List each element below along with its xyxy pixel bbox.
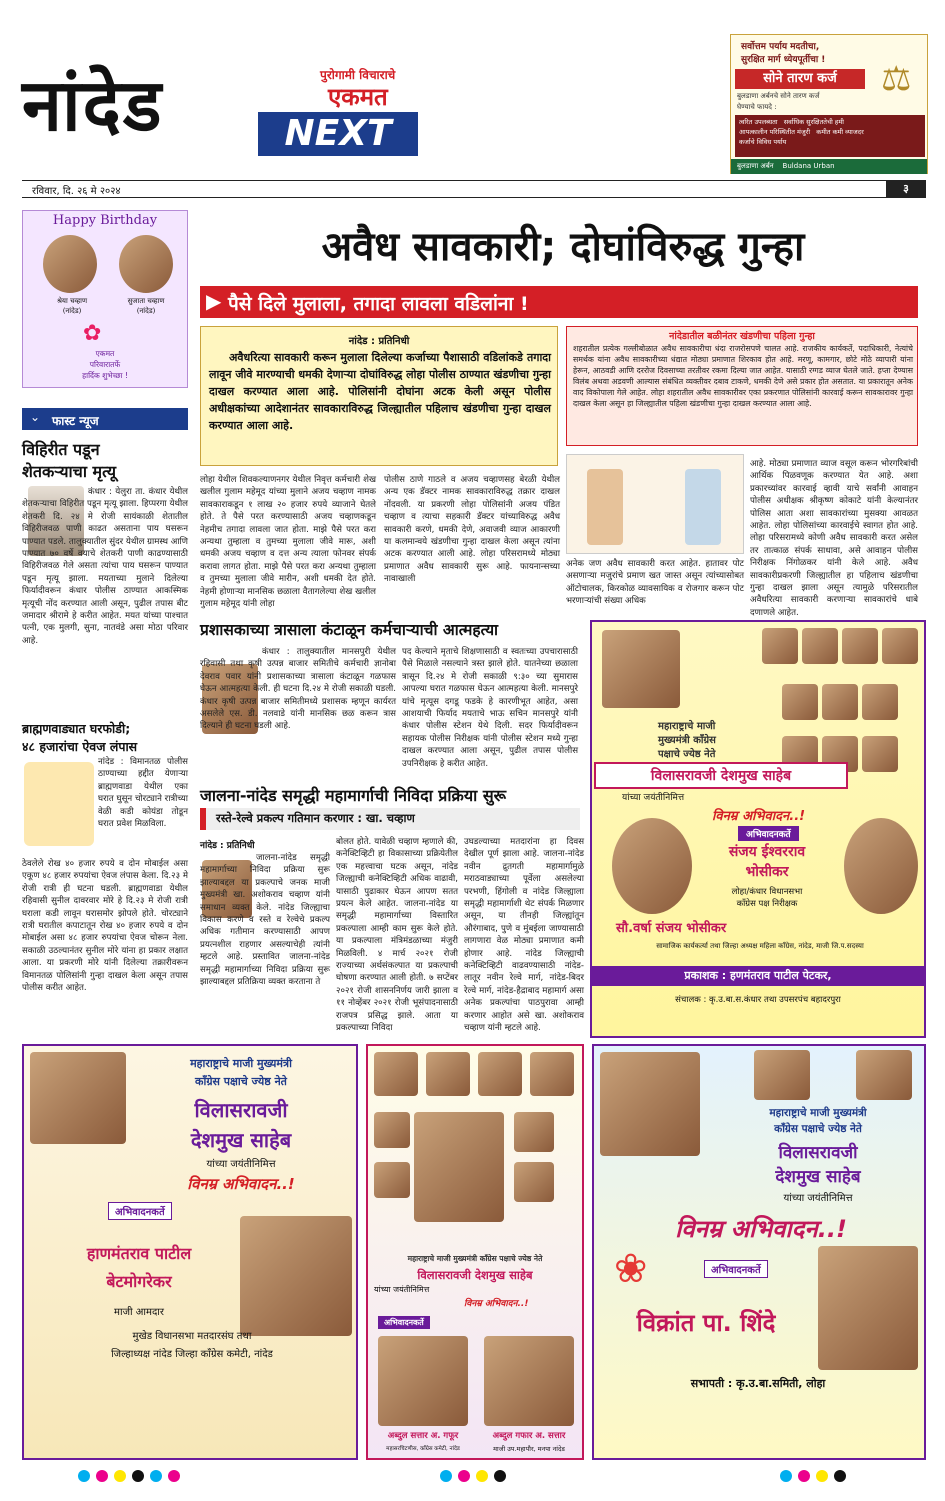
br-name1: विलासरावजी — [778, 1143, 858, 1163]
portrait — [862, 684, 898, 720]
fn-text2a: नांदेड : विमानतळ पोलीस ठाण्याच्या हद्दीत येणाऱ्या ब्राह्मणवाडा येथील एका घरात घुसून चोरट्याने रात्रीच्या वेळी कडी कोयंडा तोडून घरात प्रवेश मिळविला. — [98, 757, 188, 830]
portrait — [30, 1052, 126, 1144]
portrait — [378, 1336, 468, 1426]
mid-role1a: लोहा/कंधार विधानसभा — [731, 887, 803, 897]
registration-dot — [168, 1470, 180, 1482]
bm-jayanti: यांच्या जयंतीनिमित्त — [374, 1285, 430, 1294]
tribute-ad-middle — [366, 1044, 584, 1460]
portrait — [844, 818, 918, 914]
bm-p1r: महासरचिटणीस, कॉंग्रेस कमेटी, नांदेड — [386, 1446, 460, 1452]
registration-dot — [78, 1470, 90, 1482]
bl-r2: मुखेड विधानसभा मतदारसंघ तथा — [132, 1331, 252, 1342]
lead-subhead: पैसे दिले मुलाला, तगादा लावला वडिलांना ! — [228, 293, 529, 315]
tribute-ad-mid — [590, 620, 926, 1038]
portrait — [754, 1050, 810, 1100]
lead-subhead-bar — [200, 286, 918, 318]
birthday-box — [22, 210, 188, 388]
portrait — [426, 1052, 470, 1096]
fn-headline2b: ४८ हजारांचा ऐवज लंपास — [22, 739, 138, 754]
mid-intro1: महाराष्ट्राचे माजी — [658, 721, 716, 732]
bm-vinamra: विनम्र अभिवादन..! — [464, 1299, 529, 1309]
registration-dot — [440, 1470, 452, 1482]
fast-news-header — [22, 408, 188, 430]
ad-b5: कर्जाचे विविध पर्याय — [739, 138, 787, 146]
bl-name2: देशमुख साहेब — [190, 1128, 292, 1152]
portrait — [802, 628, 838, 664]
bl-r3: जिल्हाध्यक्ष नांदेड जिल्हा कॉंग्रेस कमेटी, नांदेड — [111, 1349, 273, 1360]
bm-p2: अब्दुल गफार अ. सत्तार — [492, 1431, 566, 1441]
fn-text2b: ठेवलेले रोख ४० हजार रुपये व दोन मोबाईल असा एकूण ४८ हजार रुपयांचा ऐवज लंपास केला. दि.२३ मे रोजी रात्री ही घटना घडली. ब्राह्मणवाडा येथील रहिवासी सुनील दावरवार मोरे हे दि.२३ मे रोजी रात्री घराला कडी लावून घरासमोर झोपले होते. चोरट्याने रात्री घरातील कपाटातून रोख ४० हजार रुपये व दोन मोबाईल असा ४८ हजार रुपयांचा ऐवज चोरून नेला. सकाळी उठल्यानंतर सुनील मोरे यांना हा प्रकार लक्षात आला. या प्रकरणी मोरे यांनी दिलेल्या तक्रारीवरून विमानतळ पोलिसांनी गुन्हा दाखल केला असून तपास पोलीस करीत आहेत. — [22, 859, 188, 994]
leaders-grid — [762, 628, 922, 778]
birthday-wish1: एकमत — [95, 349, 115, 358]
registration-dot — [780, 1470, 792, 1482]
lead-col3: अनेक जण अवैध सावकारी करत आहेत. हातावर पोट असणाऱ्या मजुरांचे प्रमाण खत जास्त असून त्यांच्यासोबत ऑटोचालक, किरकोळ व्यावसायिक व रोजगार करून पोट भरणाऱ्यांची संख्या अधिक — [566, 559, 744, 607]
br-p1: विक्रांत पा. शिंदे — [636, 1309, 776, 1337]
registration-dot — [132, 1470, 144, 1482]
ad-benefit-box — [735, 115, 925, 157]
lead-intro-box — [200, 326, 558, 466]
ad-b4: कमीत कमी व्याजदर — [816, 128, 864, 136]
registration-dot — [834, 1470, 846, 1482]
ad-footer — [731, 159, 927, 174]
page-date: रविवार, दि. २६ मे २०२४ — [32, 186, 121, 197]
fast-news-label: फास्ट न्यूज — [52, 414, 99, 428]
samruddhi-text2: बोलत होते. यावेळी चव्हाण म्हणाले की, कनेक्टिव्हिटी हा विकासाच्या प्रक्रियेतील एक महत्त्वाचा घटक असून, नांदेड जिल्ह्याची कनेक्टिव्हिटी अधिक वाढावी, यासाठी पुढाकार घेऊन आपण सतत प्रयत्न केले आहेत. जालना-नांदेड या समृद्धी महामार्गाच्या विस्तारित प्रकल्पाला आम्ही काम सुरू केले होते. या प्रकल्पाला मंत्रिमंडळाच्या मंजुरी मिळविली. ४ मार्च २०२१ रोजी राज्याच्या अर्थसंकल्पात या प्रकल्पाची घोषणा करण्यात आली होती. ७ सप्टेंबर २०२१ रोजी शासननिर्णय जारी झाला व ११ नोव्हेंबर २०२१ रोजी भूसंपादनासाठी राजपत्र प्रसिद्ध झाले. आता या प्रकल्पाच्या निविदा — [336, 837, 458, 1034]
br-jayanti: यांच्या जयंतीनिमित्त — [783, 1193, 853, 1204]
lead-dateline: नांदेड : प्रतिनिधी — [348, 336, 410, 347]
lead-side-text: शहरातील प्रत्येक गल्लीबोळात अवैध सावकारीचा धंदा राजरोसपणे चालत आहे. राजकीय कार्यकर्ते, पदाधिकारी, नेत्यांचे समर्थक यांना अवैध सावकारीच्या धंद्यात मोठ्या प्रमाणात शिरकाव होत आहे. मरणू, कामगार, छोटे मोठे व्यापारी यांना हेरून, आठवडी आणि दररोज दिवसाच्या तरतीवर रकमा दिल्या जात आहेत. यासाठी रग्गड व्याज घेतले जाते. हप्ता देण्यास विलंब अथवा अडवणी आल्यास संबंधित व्यक्तीवर दबाव टाकणे, धमकी देणे असे प्रकार होत असतात. या प्रकारातून अनेक वाद विकोपाला गेले आहेत. लोहा शहरातील अवैध सावकारीवर एका प्रकरणात पोलिसांनी कारवाई करून सावकारावर गुन्हा दाखल केला असून हा जिल्ह्यातील पहिला खंडणीचा गुन्हा दाखल करण्यात आला आहे. — [573, 344, 913, 408]
suicide-headline: प्रशासकाच्या त्रासाला कंटाळून कर्मचाऱ्याची आत्महत्या — [200, 621, 499, 639]
suicide-text1: कंधार : तालुक्यातील मानसपुरी येथील रहिवासी तथा कृषी उत्पन्न बाजार समितीचे कर्मचारी ज्ञानोबा देवराव पवार यांनी प्रशासकाच्या त्रासाला कंटाळून गळफास घेऊन आत्महत्या केली. ही घटना दि.२४ मे रोजी सकाळी घडली. कंधार कृषी उत्पन्न बाजार समितीमध्ये प्रशासक म्हणून कार्यरत असलेले एस. डी. नलवाडे यांनी मानसिक छळ करून त्रास दिल्याने ही घटना घडली आहे. — [200, 647, 396, 732]
masthead-tagline: पुरोगामी विचाराचे — [320, 68, 396, 82]
flower-icon: ✿ — [83, 321, 102, 346]
registration-dot — [798, 1470, 810, 1482]
br-name2: देशमुख साहेब — [775, 1167, 861, 1187]
birthday-p1: श्रेया चव्हाण — [56, 297, 88, 305]
registration-dot — [96, 1470, 108, 1482]
bm-l1: महाराष्ट्राचे माजी मुख्यमंत्री कॉंग्रेस पक्षाचे ज्येष्ठ नेते — [407, 1254, 543, 1263]
birthday-wish2: परिवारातर्फे — [89, 360, 121, 369]
birthday-p2: सुजाता चव्हाण — [127, 297, 165, 305]
fn-text1: कंधार : येलुरा ता. कंधार येथील शेतकऱ्याचा विहिरीत पडून मृत्यू झाला. हिप्परगा येथील शेतकरी दि. २४ मे रोजी सायंकाळी शेतातील विहिरीजवळ पाणी काढत असताना पाय घसरून पाण्यात पडले. तालुक्यातील सुंदर येथील ग्रामस्थ आणि पाण्यात ७० वर्षे वयाचे शेतकरी पाणी काढण्यासाठी विहिरीजवळ गेले असता त्यांचा पाय घसरून पाण्यात पडून मृत्यू झाला. मयताच्या मुलाने दिलेल्या फिर्यादीवरून कंधार पोलीस ठाण्यात आकस्मिक मृत्यूची नोंद करण्यात आली असून, पुढील तपास बीट जमादार श्रीरामे हे करीत आहेत. मयत यांच्या पाश्चात पत्नी, एक मुलगी, सुना, नातवंडे असा मोठा परिवार आहे. — [22, 487, 188, 646]
tribute-ad-right — [592, 1044, 926, 1460]
lead-side-title: नांदेडातील बळीनंतर खंडणीचा पहिला गुन्हा — [669, 331, 815, 342]
br-l2: कॉंग्रेस पक्षाचे ज्येष्ठ नेते — [774, 1123, 862, 1135]
masthead-paper: एकमत — [328, 83, 388, 111]
portrait — [782, 684, 818, 720]
ad-brand: बुलडाणा अर्बन — [737, 162, 774, 170]
lead-headline: अवैध सावकारी; दोघांविरुद्ध गुन्हा — [321, 224, 805, 270]
mid-role2: सामाजिक कार्यकर्त्या तथा जिल्हा अध्यक्ष महिला कॉंग्रेस, नांदेड, माजी जि.प.सदस्या — [656, 942, 864, 950]
bl-vinamra: विनम्र अभिवादन..! — [187, 1175, 295, 1193]
registration-dot — [476, 1470, 488, 1482]
registration-dot — [494, 1470, 506, 1482]
page-number: ३ — [886, 181, 926, 197]
fn-headline2a: ब्राह्मणवाड्यात घरफोडी; — [22, 721, 131, 736]
br-vinamra: विनम्र अभिवादन..! — [675, 1215, 847, 1243]
portrait — [514, 1112, 554, 1152]
mid-intro2: मुख्यमंत्री कॉंग्रेस — [658, 735, 716, 746]
thief-illustration — [24, 762, 94, 846]
avatar — [43, 235, 97, 293]
lead-side-box — [566, 326, 918, 446]
cartoon-illustration — [566, 454, 744, 554]
bl-abhivadan: अभिवादनकर्ते — [108, 1202, 172, 1220]
portrait — [374, 1162, 410, 1198]
ad-sub: बुलडाणा अर्बनचे सोने तारण कर्ज — [737, 92, 820, 100]
registration-dot — [816, 1470, 828, 1482]
masthead-title: नांदेड — [22, 63, 164, 147]
ad-b2: सर्वाधिक सुरक्षिततेची हमी — [783, 118, 844, 126]
samruddhi-subhead: रस्ते-रेल्वे प्रकल्प गतिमान करणार : खा. चव्हाण — [216, 811, 415, 825]
ad-line1: सर्वोत्तम पर्याय मदतीचा, — [741, 42, 820, 52]
mid-intro3: पक्षाचे ज्येष्ठ नेते — [658, 749, 716, 760]
gold-loan-ad — [730, 34, 928, 174]
bm-p2r: माजी उप.महापौर, मनपा नांदेड — [493, 1445, 565, 1453]
samruddhi-dateline: नांदेड : प्रतिनिधी — [200, 841, 255, 851]
portrait — [762, 628, 798, 664]
bm-p1: अब्दुल सत्तार अ. गफूर — [387, 1431, 459, 1441]
bl-p2: बेटमोगरेकर — [106, 1272, 172, 1291]
cartoon-figure — [587, 469, 623, 545]
samruddhi-subhead-bar — [200, 808, 580, 830]
bl-name1: विलासरावजी — [194, 1098, 288, 1122]
bl-l1: महाराष्ट्राचे माजी मुख्यमंत्री — [190, 1057, 292, 1070]
lead-col2: पोलीस ठाणे गाठले व अजय चव्हाणसह बेरळी येथील अन्य एक डॅक्टर नामक सावकाराविरुद्ध तक्रार दाखल नोंदवली. या प्रकरणी लोहा पोलिसांनी अजय पंडित चव्हाण व त्याचा सहकारी डॅक्टर यांच्याविरुद्ध अवैध सावकारी करणे, धमकी देणे, अवाजवी व्याज आकारणी या कलमान्वये खंडणीचा गुन्हा दाखल केला असून त्यांना अटक करण्यात आली आहे. लोहा परिसरामध्ये मोठ्या प्रमाणात अवैध सावकारी सुरू आहे. फायनान्सच्या नावाखाली — [384, 475, 560, 585]
portrait — [374, 1112, 410, 1148]
portrait — [612, 818, 692, 914]
lead-col4: आहे. मोठ्या प्रमाणात व्याज वसूल करून भोरगरिबांची आर्थिक पिळवणूक करण्यात येत आहे. अशा प्रकारच्यांवर कारवाई व्हावी याचे सर्वांनी आवाहन पोलीस अधीक्षक श्रीकृष्ण कोकाटे यांनी केल्यानंतर पोलिस आता अशा सावकारांच्या मुसक्या आवळत आहेत. लोहा पोलिसांच्या कारवाईचे स्वागत होत आहे. लोहा परिसरामध्ये कोणी अवैध सावकारी करत असेल तर तात्काळ संपर्क साधावा, असे आवाहन पोलीस निरीक्षक निंगोळकर यांनी केले आहे. अवैध सावकारीप्रकरणी जिल्ह्यातील हा पहिलाच खंडणीचा गुन्हा दाखल झाला असून त्यामुळे परिसरातील अवैधरित्या सावकारी करणाऱ्या सावकारांचे धाबे दणाणले आहेत. — [750, 459, 918, 618]
birthday-p2-city: (नांदेड) — [136, 307, 156, 315]
mid-role1b: कॉंग्रेस पक्ष निरीक्षक — [736, 899, 798, 909]
ad-banner: सोने तारण कर्ज — [735, 69, 865, 89]
play-icon: ▶ — [206, 289, 222, 313]
tribute-ad-left — [22, 1044, 358, 1460]
portrait — [600, 1052, 700, 1156]
mid-person1b: भोसीकर — [745, 864, 789, 880]
fn-headline1b: शेतकऱ्याचा मृत्यू — [22, 462, 117, 481]
br-role: सभापती : कृ.उ.बा.समिती, लोहा — [690, 1377, 826, 1390]
masthead-next: NEXT — [258, 112, 418, 156]
registration-dot — [458, 1470, 470, 1482]
ad-line2: सुरक्षित मार्ग ध्येयपूर्तीचा ! — [741, 55, 826, 65]
scale-icon: ⚖ — [881, 59, 912, 99]
portrait — [856, 1050, 912, 1100]
leaders-grid — [374, 1052, 578, 1252]
mid-sanchalak: संचालक : कृ.उ.बा.स.कंधार तथा उपसरपंच बहादरपुरा — [675, 995, 841, 1005]
cartoon-figure — [685, 469, 721, 545]
date-bar — [22, 180, 926, 198]
lead-intro: अवैधरित्या सावकारी करून मुलाला दिलेल्या कर्जाच्या पैशासाठी वडिलांकडे तगादा लावून जीवे मारण्याची धमकी देणाऱ्या दोघांविरुद्ध लोहा पोलीस ठाण्यात खंडणीचा गुन्हा दाखल करण्यात आला आहे. पोलिसांनी दोघांना अटक केली असून पोलीस अधीक्षकांच्या आदेशानंतर सावकाराविरुद्ध जिल्ह्यातील पहिलाच खंडणीचा गुन्हा दाखल करण्यात आला आहे. — [209, 351, 551, 432]
birthday-title: Happy Birthday — [52, 213, 158, 228]
flower-bouquet-icon: ❀ — [614, 1246, 648, 1292]
br-l1: महाराष्ट्राचे माजी मुख्यमंत्री — [769, 1107, 867, 1119]
mid-name: विलासरावजी देशमुख साहेब — [594, 762, 848, 789]
portrait — [484, 1336, 574, 1426]
lead-col1: लोहा येथील शिवकल्याणनगर येथील निवृत्त कर्मचारी शेख खलील गुलाम महेमूद यांच्या मुलाने अजय चव्हाण नामक सावकाराकडून १ लाख २० हजार रुपये व्याजाने घेतले होते. ते पैसे परत करण्यासाठी अजय चव्हाणकडून नेहमीच तगादा लावला जात होता. माझे पैसे परत करा अन्यथा तुम्हाला व तुमच्या मुलाला जीवे मारू, अशी धमकी अजय चव्हाण व दत्त अन्य त्याला फोनवर संपर्क करावा लागत होता. माझे पैसे परत करा अन्यथा तुम्हाला व तुमच्या मुलाला जीवे मारीन, अशी धमकी देत होते. नेहमी होणाऱ्या मानसिक छळाला वैतागलेल्या शेख खलील गुलाम महेमूद यांनी लोहा — [200, 475, 376, 610]
bl-r1: माजी आमदार — [114, 1307, 164, 1318]
registration-dot — [114, 1470, 126, 1482]
br-abhivadan: अभिवादनकर्ते — [704, 1260, 768, 1278]
mid-person1a: संजय ईश्वरराव — [728, 844, 806, 860]
ad-b3: आपत्कालीन परिस्थितीत मंजुरी — [739, 128, 811, 136]
ad-brand-en: Buldana Urban — [782, 162, 835, 170]
portrait — [240, 1216, 352, 1336]
bm-name: विलासरावजी देशमुख साहेब — [417, 1268, 533, 1282]
portrait — [414, 1112, 504, 1222]
portrait — [818, 1246, 918, 1370]
mid-vinamra: विनम्र अभिवादन..! — [712, 809, 806, 824]
bl-p1: हाणमंतराव पाटील — [86, 1244, 192, 1263]
registration-dot — [150, 1470, 162, 1482]
portrait — [822, 684, 858, 720]
bm-abhivadan: अभिवादनकर्ते — [378, 1316, 430, 1329]
mid-person2: सौ.वर्षा संजय भोसीकर — [616, 921, 727, 936]
portrait — [478, 1052, 522, 1096]
portrait — [882, 628, 918, 664]
portrait — [374, 1052, 418, 1096]
mid-abhivadan: अभिवादनकर्ते — [738, 826, 799, 841]
bl-jayanti: यांच्या जयंतीनिमित्त — [206, 1159, 276, 1170]
suicide-text2: पद केल्याने मृताचे शिक्षणासाठी व स्वतःच्या उपचारासाठी पैसे मिळाले नसल्याने त्रस्त झाले होते. यातनेच्या छळाला त्रासून दि.२४ मे रोजी सकाळी ९:३० च्या सुमारास आपल्या घरात गळफास घेऊन आत्महत्या केली. मानसपुरे यांचे मृत्यूस दगडू फडके हे कारणीभूत आहेत, असा आशयाची फिर्याद मयताचे भाऊ सचिन मानसपुरे यांनी कंधार पोलीस स्टेशन येथे दिली. सदर फिर्यादीवरून सहायक पोलीस निरीक्षक यांनी पोलीस स्टेशन मध्ये गुन्हा दाखल करण्यात आला असून, पुढील तपास पोलीस उपनिरीक्षक हे करीत आहेत. — [402, 647, 578, 769]
bl-l2: कॉंग्रेस पक्षाचे ज्येष्ठ नेते — [195, 1075, 287, 1088]
mid-jayanti: यांच्या जयंतीनिमित्त — [622, 793, 685, 803]
portrait — [514, 1162, 554, 1202]
avatar — [119, 235, 173, 293]
chevron-down-icon: ⌄ — [30, 410, 41, 424]
birthday-p1-city: (नांदेड) — [62, 307, 82, 315]
samruddhi-text1: जालना-नांदेड समृद्धी महामार्गाच्या निविदा प्रक्रिया सुरू झाल्याबद्दल या प्रकल्पाचे जनक माजी मुख्यमंत्री खा. अशोकराव चव्हाण यांनी समाधान व्यक्त केले. नांदेड जिल्ह्याचा विकास करणे व रस्ते व रेल्वेचे प्रकल्प अधिक गतीमान करण्यासाठी आपण प्रयत्नशील राहणार असल्याचेही त्यांनी म्हटले आहे. प्रस्तावित जालना-नांदेड समृद्धी महामार्गाच्या निविदा प्रक्रिया सुरू झाल्याबद्दल प्रतिक्रिया व्यक्त करताना ते — [200, 853, 330, 988]
suicide-text1-cont — [200, 738, 396, 776]
birthday-wish3: हार्दिक शुभेच्छा ! — [82, 371, 128, 380]
portrait — [842, 628, 878, 664]
mid-prakashak: प्रकाशक : हणमंतराव पाटील पेटकर, — [592, 966, 924, 986]
fn-headline1a: विहिरीत पडून — [22, 440, 100, 459]
samruddhi-text3: उघडल्याच्या मतदारांना हा दिवस देखील पूर्ण झाला आहे. जालना-नांदेड नवीन द्रुतगती महामार्गामुळे मराठवाड्याच्या पूर्वेला असलेल्या परभणी, हिंगोली व नांदेड जिल्ह्याला समृद्धी महामार्गाशी थेट संपर्क मिळणार असून, या तीनही जिल्ह्यांतून औरंगाबाद, पुणे व मुंबईला जाण्यासाठी लागणारा वेळ मोठ्या प्रमाणात कमी होणार आहे. नांदेड जिल्ह्याची कनेक्टिव्हिटी वाढवण्यासाठी नांदेड-लातूर नवीन रेल्वे मार्ग, नांदेड-बिदर रेल्वे मार्ग, नांदेड-हैद्राबाद महामार्ग असा अनेक प्रकल्पांचा पाठपुरावा आम्ही करणार आहोत असे खा. अशोकराव चव्हाण यांनी म्हटले आहे. — [464, 837, 584, 1034]
portrait — [862, 736, 898, 772]
portrait — [530, 1052, 574, 1096]
portrait — [602, 630, 680, 708]
samruddhi-headline: जालना-नांदेड समृद्धी महामार्गाची निविदा प्रक्रिया सुरू — [200, 786, 507, 805]
ad-b1: त्वरित उपलब्धता — [739, 118, 778, 126]
ad-benefits-title: घेण्याचे फायदे : — [737, 103, 777, 111]
